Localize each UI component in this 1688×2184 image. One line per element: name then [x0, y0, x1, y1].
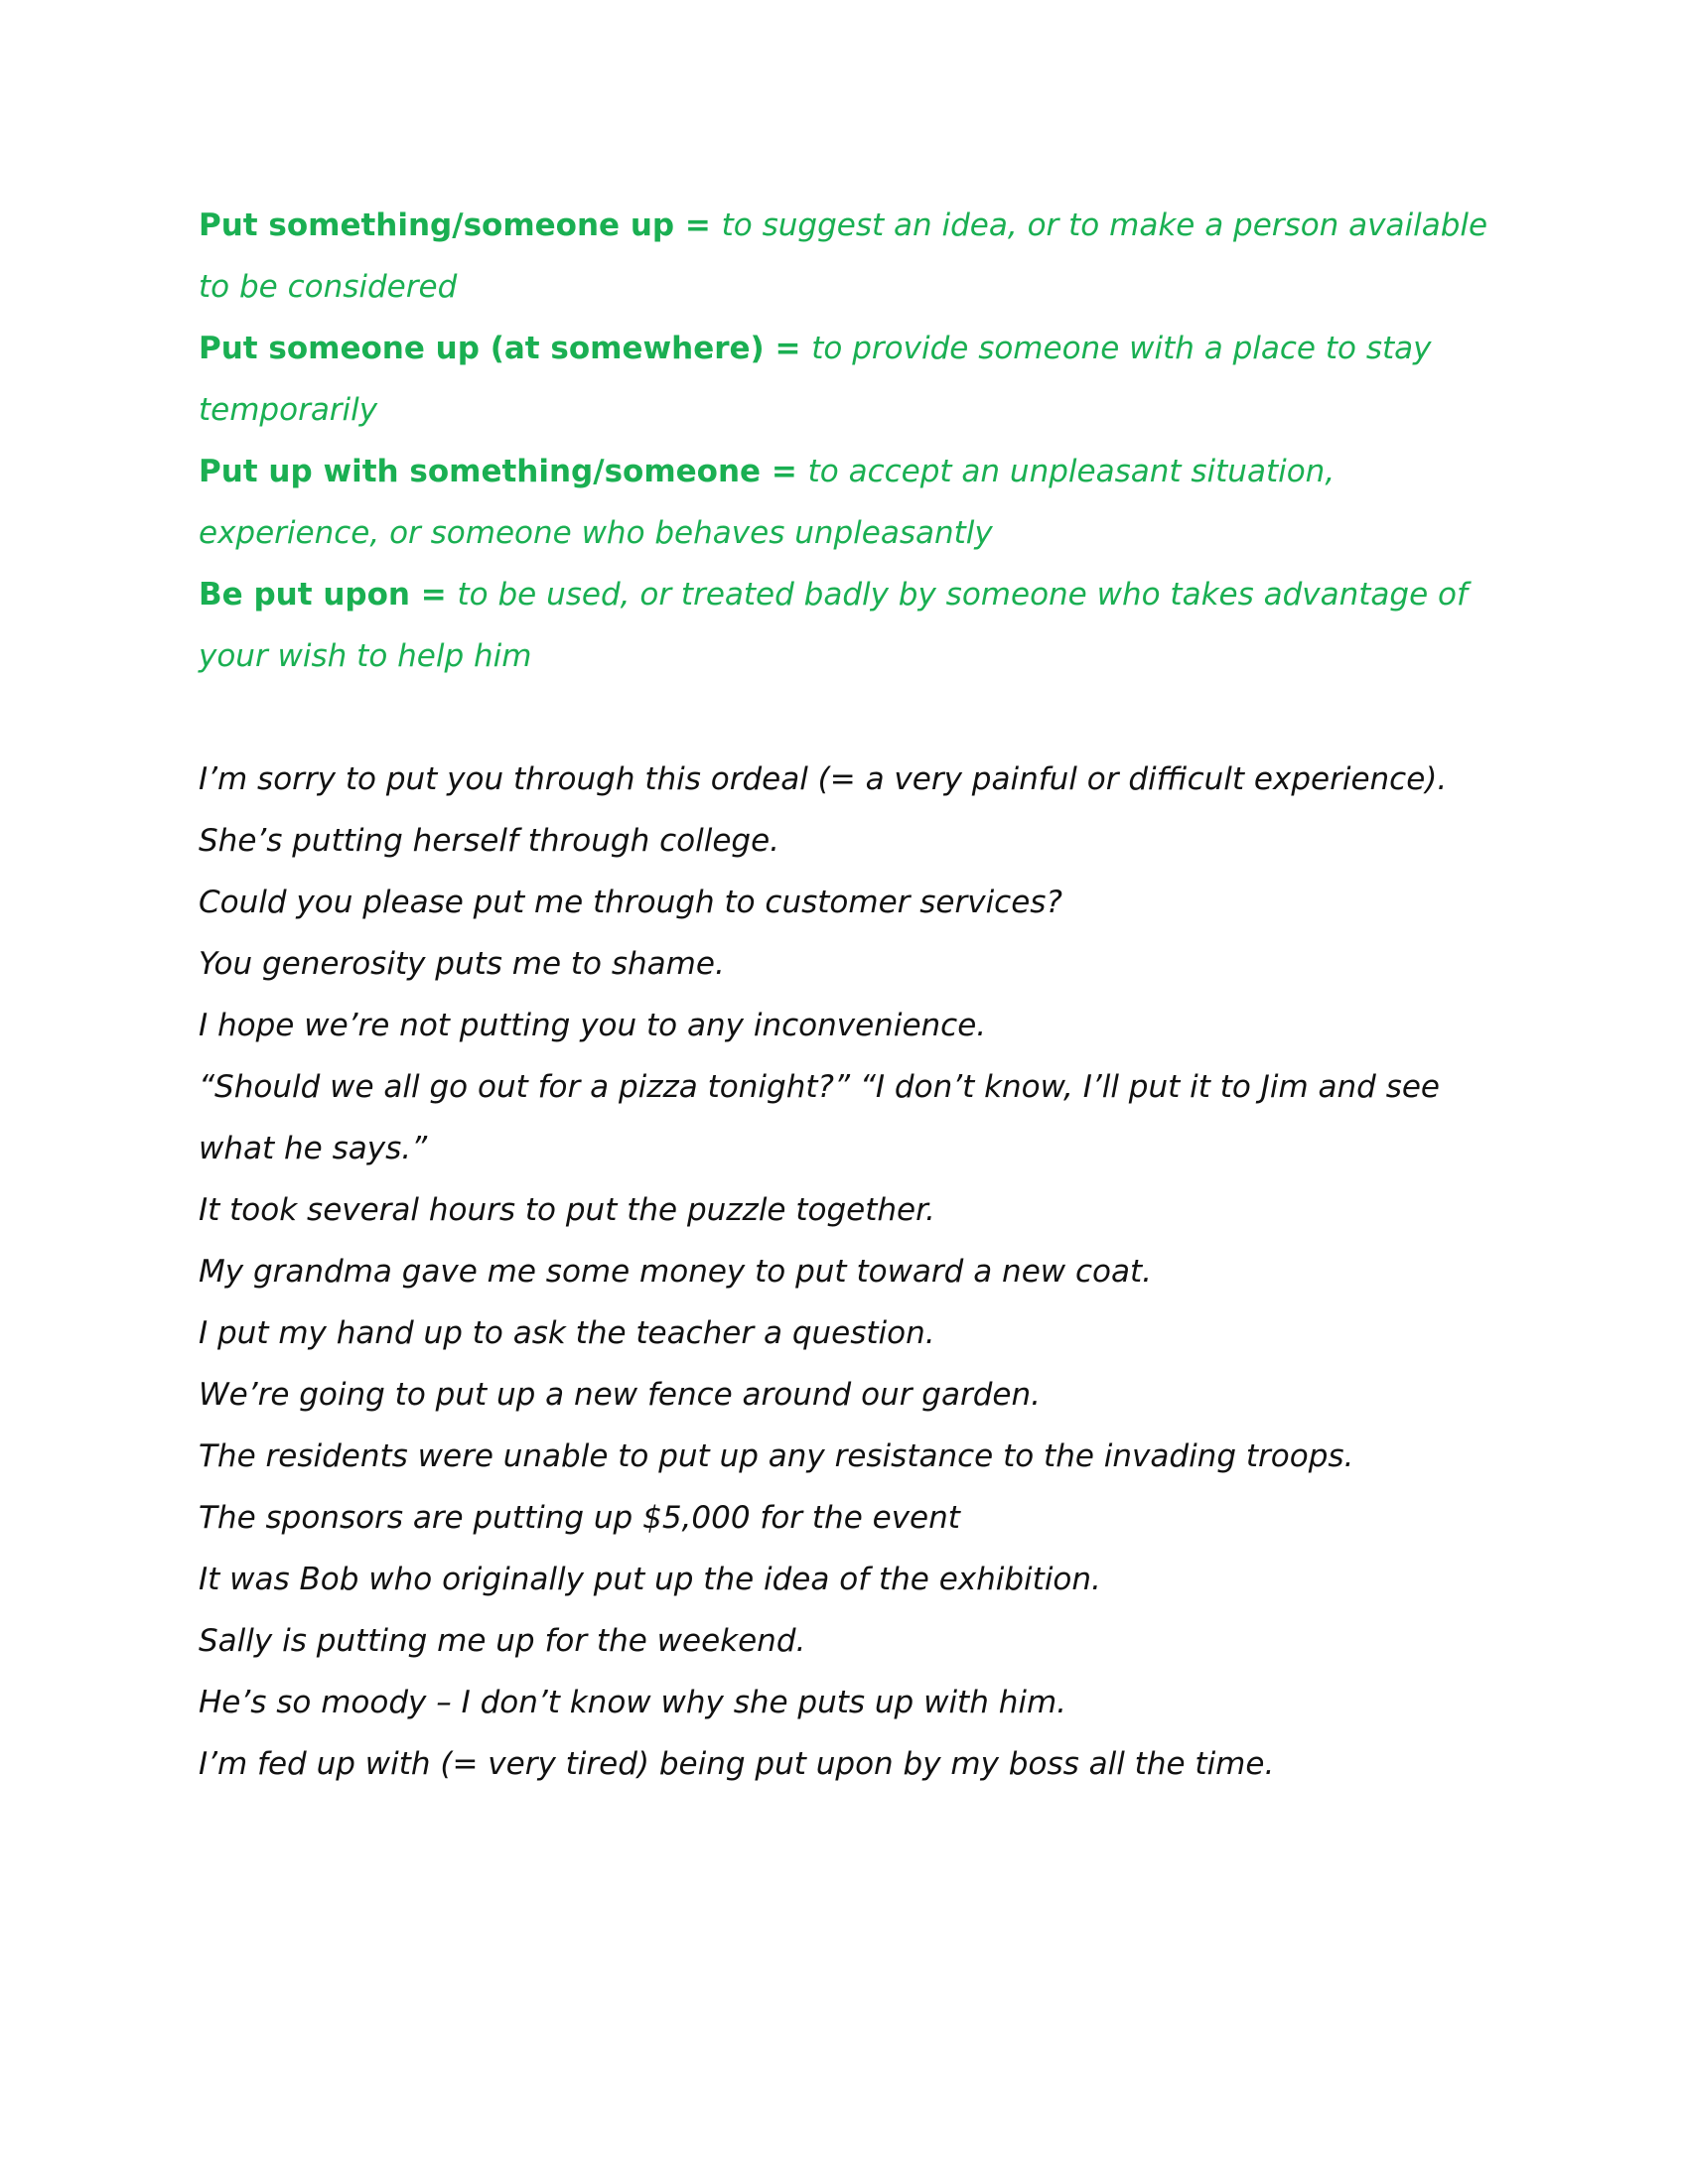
example-sentence: She’s putting herself through college. — [199, 823, 780, 859]
definition-meaning: to provide someone with a place to stay temporarily — [199, 331, 1432, 428]
definition-meaning: to suggest an idea, or to make a person available to be considered — [199, 207, 1488, 305]
example-sentence: I’m sorry to put you through this ordeal (= a very painful or difficult experience). — [199, 761, 1448, 797]
page-content — [199, 195, 1509, 1795]
example-sentence: I’m fed up with (= very tired) being put upon by my boss all the time. — [199, 1746, 1275, 1782]
example-sentence: Could you please put me through to customer services? — [199, 885, 1062, 920]
example-sentence: “Should we all go out for a pizza tonight?” “I don’t know, I’ll put it to Jim and see what he says.” — [199, 1069, 1441, 1166]
example-sentence: He’s so moody – I don’t know why she puts up with him. — [199, 1685, 1067, 1720]
example-sentence: My grandma gave me some money to put toward a new coat. — [199, 1254, 1152, 1290]
definition-item — [199, 564, 1509, 687]
example-sentence: Sally is putting me up for the weekend. — [199, 1623, 806, 1659]
examples-section — [199, 749, 1509, 1795]
example-sentence: The sponsors are putting up $5,000 for the event — [199, 1500, 960, 1536]
example-sentence: It was Bob who originally put up the idea of the exhibition. — [199, 1562, 1101, 1597]
definition-term: Put someone up (at somewhere) = — [199, 331, 812, 366]
example-sentence: The residents were unable to put up any resistance to the invading troops. — [199, 1438, 1354, 1474]
definition-term: Be put upon = — [199, 577, 458, 613]
definition-item — [199, 195, 1509, 318]
section-spacer — [199, 687, 1509, 749]
definition-item — [199, 318, 1509, 441]
definition-term: Put up with something/someone = — [199, 454, 808, 489]
definitions-section — [199, 195, 1509, 687]
definition-term: Put something/someone up = — [199, 207, 722, 243]
example-sentence: I hope we’re not putting you to any inconvenience. — [199, 1008, 987, 1043]
definition-meaning: to be used, or treated badly by someone who takes advantage of your wish to help him — [199, 577, 1468, 674]
example-sentence: I put my hand up to ask the teacher a question. — [199, 1315, 935, 1351]
example-sentence: It took several hours to put the puzzle together. — [199, 1192, 935, 1228]
example-sentence: You generosity puts me to shame. — [199, 946, 725, 982]
definition-meaning: to accept an unpleasant situation, experience, or someone who behaves unpleasantly — [199, 454, 1336, 551]
definition-item — [199, 441, 1509, 564]
example-sentence: We’re going to put up a new fence around our garden. — [199, 1377, 1041, 1413]
